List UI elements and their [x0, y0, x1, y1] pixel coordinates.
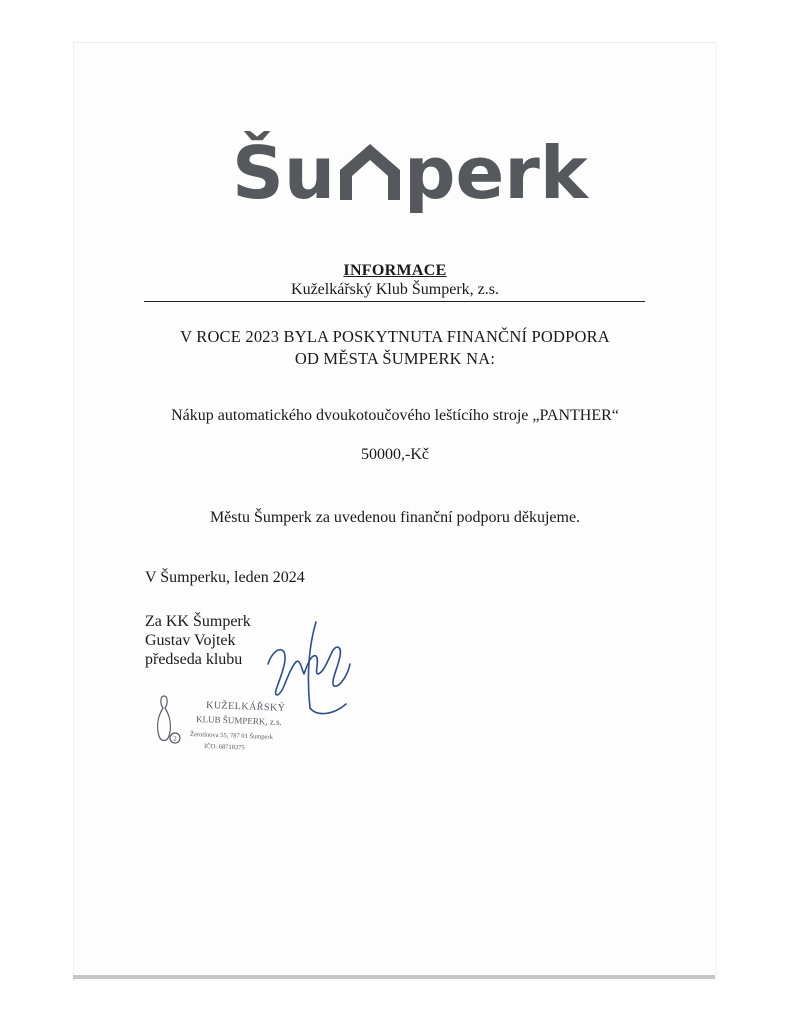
club-stamp [148, 688, 318, 768]
svg-text:IČO: 68718375: IČO: 68718375 [203, 743, 245, 752]
roof-m-icon [340, 144, 400, 200]
organization-name: Kuželkářský Klub Šumperk, z.s. [291, 281, 499, 298]
signatory-name: Gustav Vojtek [145, 632, 236, 649]
place-date: V Šumperku, leden 2024 [145, 569, 305, 586]
document-title: INFORMACE [343, 262, 447, 279]
signatory-role: předseda klubu [145, 651, 243, 668]
svg-text:Žerotínova 55, 787 01 Šumperk: Žerotínova 55, 787 01 Šumperk [189, 731, 273, 741]
svg-text:2: 2 [173, 735, 177, 743]
svg-text:KLUB ŠUMPERK, z.s.: KLUB ŠUMPERK, z.s. [195, 714, 282, 727]
thanks-text: Městu Šumperk za uvedenou finanční podporu děkujeme. [209, 509, 581, 526]
bowling-pin-icon [158, 696, 171, 741]
headline-line-1: V ROCE 2023 BYLA POSKYTNUTA FINANČNÍ PODPORA [180, 327, 610, 346]
funded-item: Nákup automatického dvoukotoučového leštícího stroje „PANTHER“ [171, 407, 619, 424]
svg-text:perk: perk [404, 131, 588, 215]
page-bottom-edge [73, 975, 715, 979]
svg-text:Šu: Šu [232, 131, 336, 215]
svg-text:KUŽELKÁŘSKÝ: KUŽELKÁŘSKÝ [205, 700, 286, 714]
sumperk-logo [232, 120, 588, 220]
header-divider [144, 301, 645, 302]
headline-line-2: OD MĚSTA ŠUMPERK NA: [294, 349, 496, 368]
funding-amount: 50000,-Kč [361, 446, 429, 463]
signatory-org: Za KK Šumperk [145, 613, 251, 630]
